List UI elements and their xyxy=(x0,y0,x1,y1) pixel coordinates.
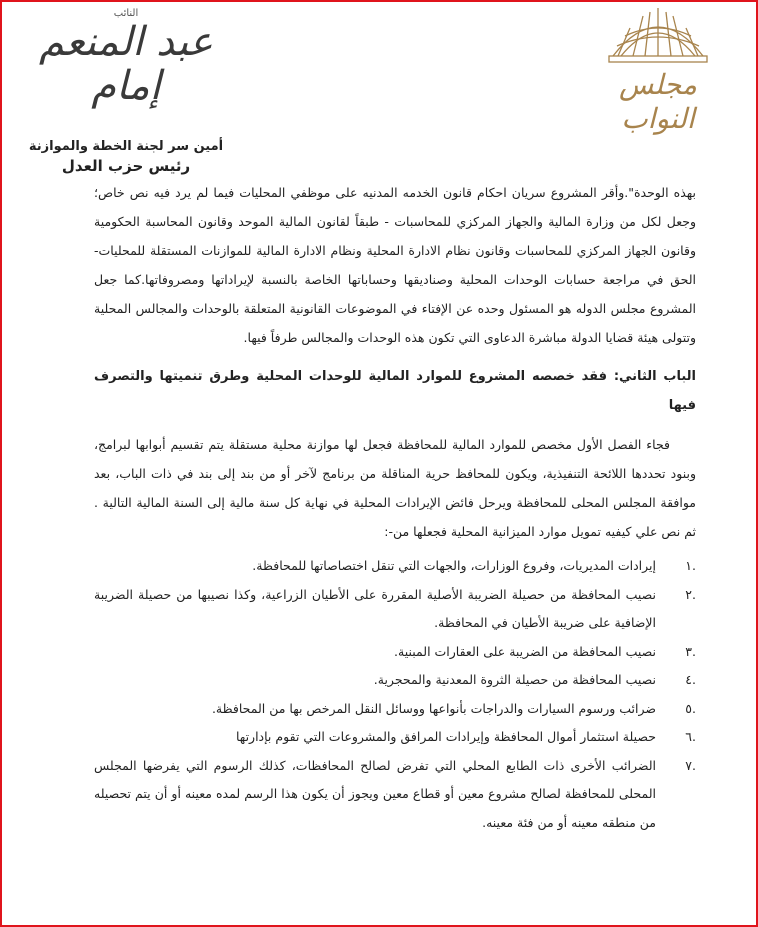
list-item-number: .٥ xyxy=(685,700,696,716)
list-item xyxy=(94,666,696,695)
signature-prefix: النائب xyxy=(113,8,139,19)
parliament-logo-text: مجلس النواب xyxy=(618,68,698,135)
paragraph-2: فجاء الفصل الأول مخصص للموارد المالية للمحافظة فجعل لها موازنة محلية مستقلة يتم تقسيم أبوابها لبرامج، وبنود تحددها اللائحة التنفيذية، ويكون للمحافظ حرية المناقلة من برنامج لآخر أو من بند إلى بند في ذات الباب، بعد موافقة المجلس المحلى للمحافظة ويرحل فائض الإيرادات المحلية في نهاية كل سنة مالية إلى السنة المالية التالية . ثم نص علي كيفيه تمويل موارد الميزانية المحلية فجعلها من-: xyxy=(94,437,696,539)
signature-title-party: رئيس حزب العدل xyxy=(61,157,191,175)
section-heading xyxy=(94,362,696,420)
paragraph-1: بهذه الوحدة".وأقر المشروع سريان احكام قانون الخدمه المدنيه على موظفي المحليات فيما لم يرد فيه نص خاص؛ وجعل لكل من وزارة المالية والجهاز المركزي للمحاسبات - طبقاً لقانون المالية الموحد وقانون المحاسبة الحكومية وقانون الجهاز المركزي للمحاسبات وقانون نظام الادارة المحلية ونظام الادارة المالية للموازنات المستقلة للمحليات- الحق في مراجعة حسابات الوحدات المحلية وصناديقها وحساباتها الخاصة بالنسبة لإيراداتها ومصروفاتها.كما جعل المشروع مجلس الدوله هو المسئول وحده عن الإفتاء في الموضوعات القانونية المتعلقة بالوحدات والمجالس المحلية وتتولى هيئة قضايا الدولة مباشرة الدعاوى التي تكون هذه الوحدات والمجالس طرفاً فيها. xyxy=(94,185,696,345)
list-item-text: نصيب المحافظة من حصيلة الضريبة الأصلية المقررة على الأطيان الزراعية، وكذا نصيبها من حصيلة الضريبة الإضافية على ضريبة الأطيان في المحافظة. xyxy=(94,586,656,630)
list-item xyxy=(94,723,696,752)
section-heading-text: فقد خصصه المشروع للموارد المالية للوحدات المحلية وطرق تنميتها والتصرف فيها xyxy=(94,369,696,413)
list-item-number: .٦ xyxy=(685,729,696,744)
list-item-text: إيرادات المديريات، وفروع الوزارات، والجهات التي تنقل اختصاصاتها للمحافظة. xyxy=(252,558,656,573)
list-item xyxy=(94,581,696,638)
list-item-text: الضرائب الأخرى ذات الطابع المحلي التي تفرض لصالح المحافظات، كذلك الرسوم التي يفرضها المجلس المحلى للمحافظة لصالح مشروع معين أو قطاع معين ويجوز أن يكون هذا الرسم لمده معينه أو أن يتم تحصيله من منطقه معينه أو من فئة معينه. xyxy=(94,757,656,830)
signature-name: عبد المنعم إمام xyxy=(38,19,214,109)
list-item-text: نصيب المحافظة من حصيلة الثروة المعدنية والمحجرية. xyxy=(373,672,656,687)
document-body xyxy=(94,178,696,837)
list-item-number: .٢ xyxy=(685,586,696,602)
list-item-text: حصيلة استثمار أموال المحافظة وإيرادات المرافق والمشروعات التي تقوم بإدارتها xyxy=(236,729,656,744)
list-item xyxy=(94,552,696,581)
list-item-number: .١ xyxy=(685,558,696,573)
list-item-number: .٣ xyxy=(685,643,696,659)
signature-block xyxy=(26,8,226,176)
list-item-text: ضرائب ورسوم السيارات والدراجات بأنواعها ووسائل النقل المرخص بها من المحافظة. xyxy=(211,700,656,716)
parliament-logo xyxy=(588,6,728,136)
list-item-number: .٤ xyxy=(685,672,696,687)
list-item-text: نصيب المحافظة من الضريبة على العقارات المبنية. xyxy=(394,643,656,659)
signature-title-committee: أمين سر لجنة الخطة والموازنة xyxy=(28,139,224,154)
resources-list xyxy=(94,552,696,837)
section-heading-label: الباب الثاني: xyxy=(613,369,696,384)
list-item xyxy=(94,752,696,838)
parliament-dome-icon xyxy=(588,6,728,64)
list-item xyxy=(94,695,696,724)
list-item-number: .٧ xyxy=(685,757,696,773)
list-item xyxy=(94,638,696,667)
